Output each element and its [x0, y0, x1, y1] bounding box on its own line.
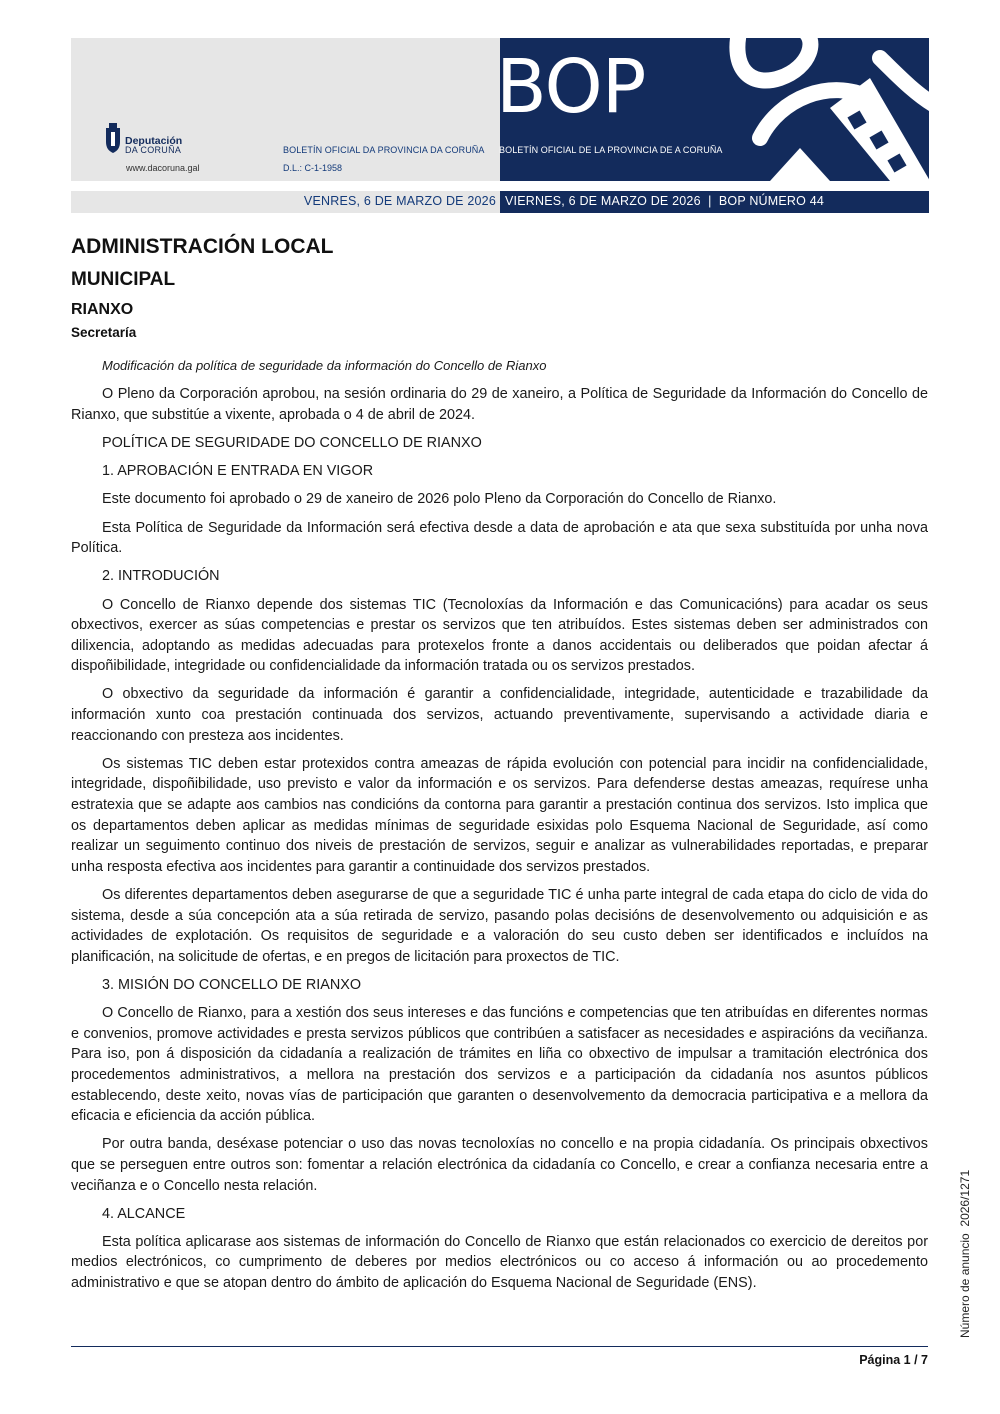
announcement-number: Número de anuncio 2026/1271: [958, 1169, 972, 1338]
paragraph: Por outra banda, deséxase potenciar o uso das novas tecnoloxías no concello e na propia cidadanía. Os principais obxectivos que se perseguen entre outros son: fomentar a relación electrónica da cidadanía co Concello, e crear a confianza necesaria entre a veciñanza e o Concello nesta relación.: [71, 1136, 928, 1194]
bop-title: BOP: [496, 44, 646, 130]
boletin-title-spanish: BOLETÍN OFICIAL DE LA PROVINCIA DE A CORUÑA: [499, 145, 723, 155]
footer-divider: [71, 1346, 928, 1347]
boletin-title-galician: BOLETÍN OFICIAL DA PROVINCIA DA CORUÑA: [283, 145, 485, 155]
website-link[interactable]: www.dacoruna.gal: [126, 163, 200, 173]
announcement-body: [71, 356, 928, 1301]
date-spanish-bop-number: VIERNES, 6 DE MARZO DE 2026 | BOP NÚMERO 44: [505, 194, 825, 208]
paragraph: O obxectivo da seguridade da información é garantir a confidencialidade, integridade, autenticidade e trazabilidade da información xunto coa prestación continuada dos servizos, actuando preventivamente, supervisando a actividade diaria e reaccionando con presteza aos incidentes.: [71, 686, 928, 744]
page-number: Página 1 / 7: [859, 1353, 928, 1367]
section-heading: 1. APROBACIÓN E ENTRADA EN VIGOR: [102, 463, 374, 480]
legal-deposit: D.L.: C-1-1958: [283, 163, 343, 173]
logo-name: Deputación: [125, 135, 183, 147]
section-title-concello: RIANXO: [71, 301, 134, 318]
section-heading: 4. ALCANCE: [102, 1205, 186, 1222]
logo-subname: DA CORUÑA: [125, 145, 182, 155]
paragraph: Os diferentes departamentos deben asegurarse de que a seguridade TIC é unha parte integral de cada etapa do ciclo de vida do sistema, desde a súa concepción ata a súa retirada de servizo, pasando polas decisións de desenvolvemento ou adquisición e as actividades de explotación. Os requisitos de seguridade e a valoración do seu custo deben ser identificados e incluídos na planificación, na solicitude de ofertas, e en pregos de licitación para proxectos de TIC.: [71, 887, 928, 965]
date-galician: VENRES, 6 DE MARZO DE 2026: [303, 194, 496, 208]
section-title-municipal: MUNICIPAL: [71, 269, 176, 290]
announcement-subject: Modificación da política de seguridade da información do Concello de Rianxo: [102, 358, 547, 373]
paragraph: O Concello de Rianxo depende dos sistemas TIC (Tecnoloxías da Información e das Comunicacións) para acadar os seus obxectivos, exercer as súas competencias e prestar os servizos que ten atribuídos. Estes sistemas deben ser administrados con dilixencia, adoptando as medidas adecuadas para protexelos fronte a danos accidentais ou deliberados que poidan afectar á dispoñibilidade, integridade ou confidencialidade da información tratada ou os servizos prestados.: [71, 596, 928, 675]
header-left-band: [71, 38, 500, 181]
section-heading: 3. MISIÓN DO CONCELLO DE RIANXO: [102, 976, 362, 993]
paragraph: Esta Política de Seguridade da Información será efectiva desde a data de aprobación e ata que sexa substituída por unha nova Política.: [71, 519, 928, 557]
policy-heading: POLÍTICA DE SEGURIDADE DO CONCELLO DE RIANXO: [102, 434, 482, 451]
section-title-administration: ADMINISTRACIÓN LOCAL: [71, 235, 334, 258]
paragraph: O Concello de Rianxo, para a xestión dos seus intereses e das funcións e competencias que ten atribuídas en diferentes normas e convenios, promove actividades e presta servizos públicos que contribúen a satisfacer as necesidades e aspiracións da veciñanza. Para iso, pon á disposición da cidadanía a realización de trámites en liña co obxectivo de impulsar a tramitación electrónica dos procedementos administrativos, a mellora na prestación dos servizos e a participación da cidadanía nos asuntos públicos establecendo, deste xeito, novas vías de participación que garanten o desenvolvemento da democracia participativa e a mellora da eficacia e eficiencia da acción pública.: [71, 1005, 928, 1125]
section-title-department: Secretaría: [71, 325, 137, 340]
paragraph: O Pleno da Corporación aprobou, na sesión ordinaria do 29 de xaneiro, a Política de Seguridade da Información do Concello de Rianxo, que substitúe a vixente, aprobada o 4 de abril de 2024.: [71, 386, 928, 423]
paragraph: Os sistemas TIC deben estar protexidos contra ameazas de rápida evolución con potencial para incidir na confidencialidade, integridade, dispoñibilidade, uso previsto e valor da información e os servizos. Para defenderse destas ameazas, requírese unha estratexia que se adapte aos cambios nas condicións da contorna para garantir a prestación continua dos servizos. Isto implica que os departamentos deben aplicar as medidas mínimas de seguridade esixidas polo Esquema Nacional de Seguridade, así como realizar un seguimento continuo dos niveis de prestación de servizos, seguir e analizar as vulnerabilidades reportadas, e preparar unha resposta efectiva aos incidentes para garantir a continuidade dos servizos prestados.: [71, 755, 928, 875]
section-heading: 2. INTRODUCIÓN: [102, 568, 220, 585]
paragraph: Esta política aplicarase aos sistemas de información do Concello de Rianxo que están relacionados co exercicio de dereitos por medios electrónicos, co cumprimento de deberes por medios electrónicos ou co acceso á información ou ao procedemento administrativo e que se atopan dentro do ámbito de aplicación do Esquema Nacional de Seguridade (ENS).: [71, 1233, 928, 1292]
deputacion-shield-icon: [103, 122, 123, 154]
paragraph: Este documento foi aprobado o 29 de xaneiro de 2026 polo Pleno da Corporación do Concello de Rianxo.: [102, 491, 777, 508]
